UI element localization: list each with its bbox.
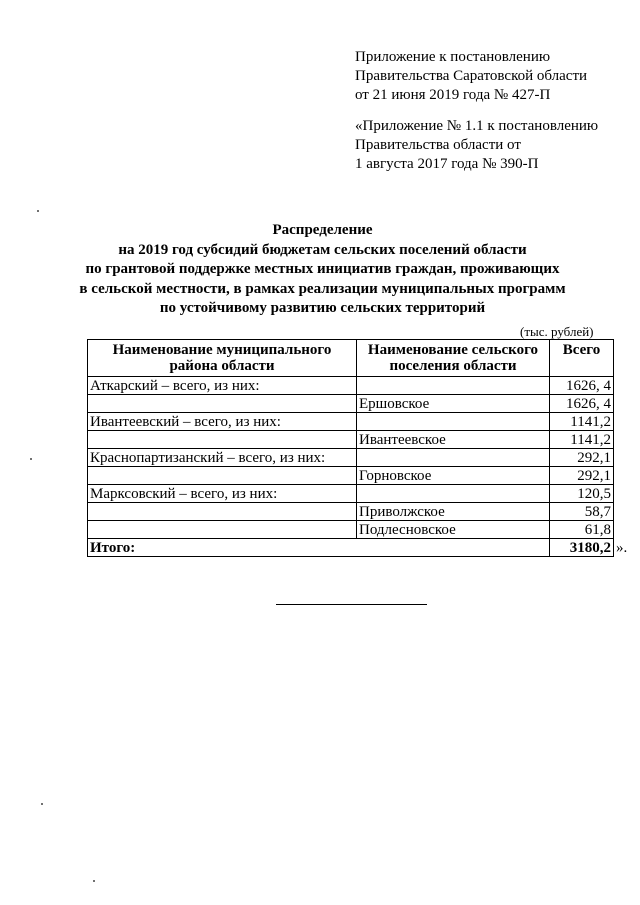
cell-value: 58,7 bbox=[550, 503, 614, 521]
cell-settlement: Ивантеевское bbox=[357, 431, 550, 449]
cell-district bbox=[88, 521, 357, 539]
cell-district bbox=[88, 467, 357, 485]
distribution-table bbox=[87, 339, 614, 557]
scan-speck bbox=[93, 880, 95, 882]
cell-value: 120,5 bbox=[550, 485, 614, 503]
cell-value: 1626, 4 bbox=[550, 377, 614, 395]
cell-district: Марксовский – всего, из них: bbox=[88, 485, 357, 503]
cell-district bbox=[88, 431, 357, 449]
heading-line: по устойчивому развитию сельских территорий bbox=[159, 300, 486, 316]
appendix-main-line: Правительства Саратовской области bbox=[355, 68, 588, 84]
appendix-main-line: Приложение к постановлению bbox=[355, 49, 551, 65]
cell-value: 1141,2 bbox=[550, 431, 614, 449]
heading-line: по грантовой поддержке местных инициатив граждан, проживающих bbox=[85, 261, 560, 277]
cell-district bbox=[88, 395, 357, 413]
cell-value: 292,1 bbox=[550, 467, 614, 485]
signature-line bbox=[276, 604, 427, 605]
units-note: (тыс. рублей) bbox=[520, 324, 594, 339]
header-district: Наименование муниципального района области bbox=[88, 340, 357, 377]
cell-settlement bbox=[357, 449, 550, 467]
header-settlement: Наименование сельского поселения области bbox=[357, 340, 550, 377]
cell-settlement: Подлесновское bbox=[357, 521, 550, 539]
table-row bbox=[88, 467, 614, 485]
appendix-sub bbox=[355, 117, 598, 174]
table-row bbox=[88, 503, 614, 521]
table-row bbox=[88, 395, 614, 413]
appendix-main bbox=[355, 48, 587, 105]
cell-value: 61,8 bbox=[550, 521, 614, 539]
closing-quote: ». bbox=[616, 540, 628, 556]
cell-district: Аткарский – всего, из них: bbox=[88, 377, 357, 395]
scan-speck bbox=[37, 210, 39, 212]
cell-settlement: Приволжское bbox=[357, 503, 550, 521]
heading-title: Распределение bbox=[272, 222, 373, 238]
cell-settlement: Горновское bbox=[357, 467, 550, 485]
total-value: 3180,2 bbox=[550, 539, 614, 557]
appendix-sub-line: 1 августа 2017 года № 390-П bbox=[355, 156, 539, 172]
scan-speck bbox=[30, 458, 32, 460]
cell-settlement bbox=[357, 413, 550, 431]
cell-settlement bbox=[357, 377, 550, 395]
cell-value: 1626, 4 bbox=[550, 395, 614, 413]
table-row bbox=[88, 413, 614, 431]
cell-district bbox=[88, 503, 357, 521]
total-label: Итого: bbox=[88, 539, 550, 557]
cell-district: Ивантеевский – всего, из них: bbox=[88, 413, 357, 431]
total-row bbox=[88, 539, 614, 557]
appendix-sub-line: «Приложение № 1.1 к постановлению bbox=[355, 118, 599, 134]
cell-settlement: Ершовское bbox=[357, 395, 550, 413]
table-row bbox=[88, 521, 614, 539]
header-total: Всего bbox=[550, 340, 614, 377]
cell-settlement bbox=[357, 485, 550, 503]
table-row bbox=[88, 449, 614, 467]
appendix-sub-line: Правительства области от bbox=[355, 137, 521, 153]
cell-value: 1141,2 bbox=[550, 413, 614, 431]
table-row bbox=[88, 377, 614, 395]
heading-line: на 2019 год субсидий бюджетам сельских поселений области bbox=[118, 241, 527, 258]
cell-district: Краснопартизанский – всего, из них: bbox=[88, 449, 357, 467]
document-heading bbox=[60, 221, 585, 319]
table-row bbox=[88, 431, 614, 449]
table-header-row bbox=[88, 340, 614, 377]
cell-value: 292,1 bbox=[550, 449, 614, 467]
appendix-main-line: от 21 июня 2019 года № 427-П bbox=[355, 87, 551, 103]
heading-line: в сельской местности, в рамках реализации муниципальных программ bbox=[79, 280, 566, 297]
scan-speck bbox=[41, 803, 43, 805]
table-row bbox=[88, 485, 614, 503]
